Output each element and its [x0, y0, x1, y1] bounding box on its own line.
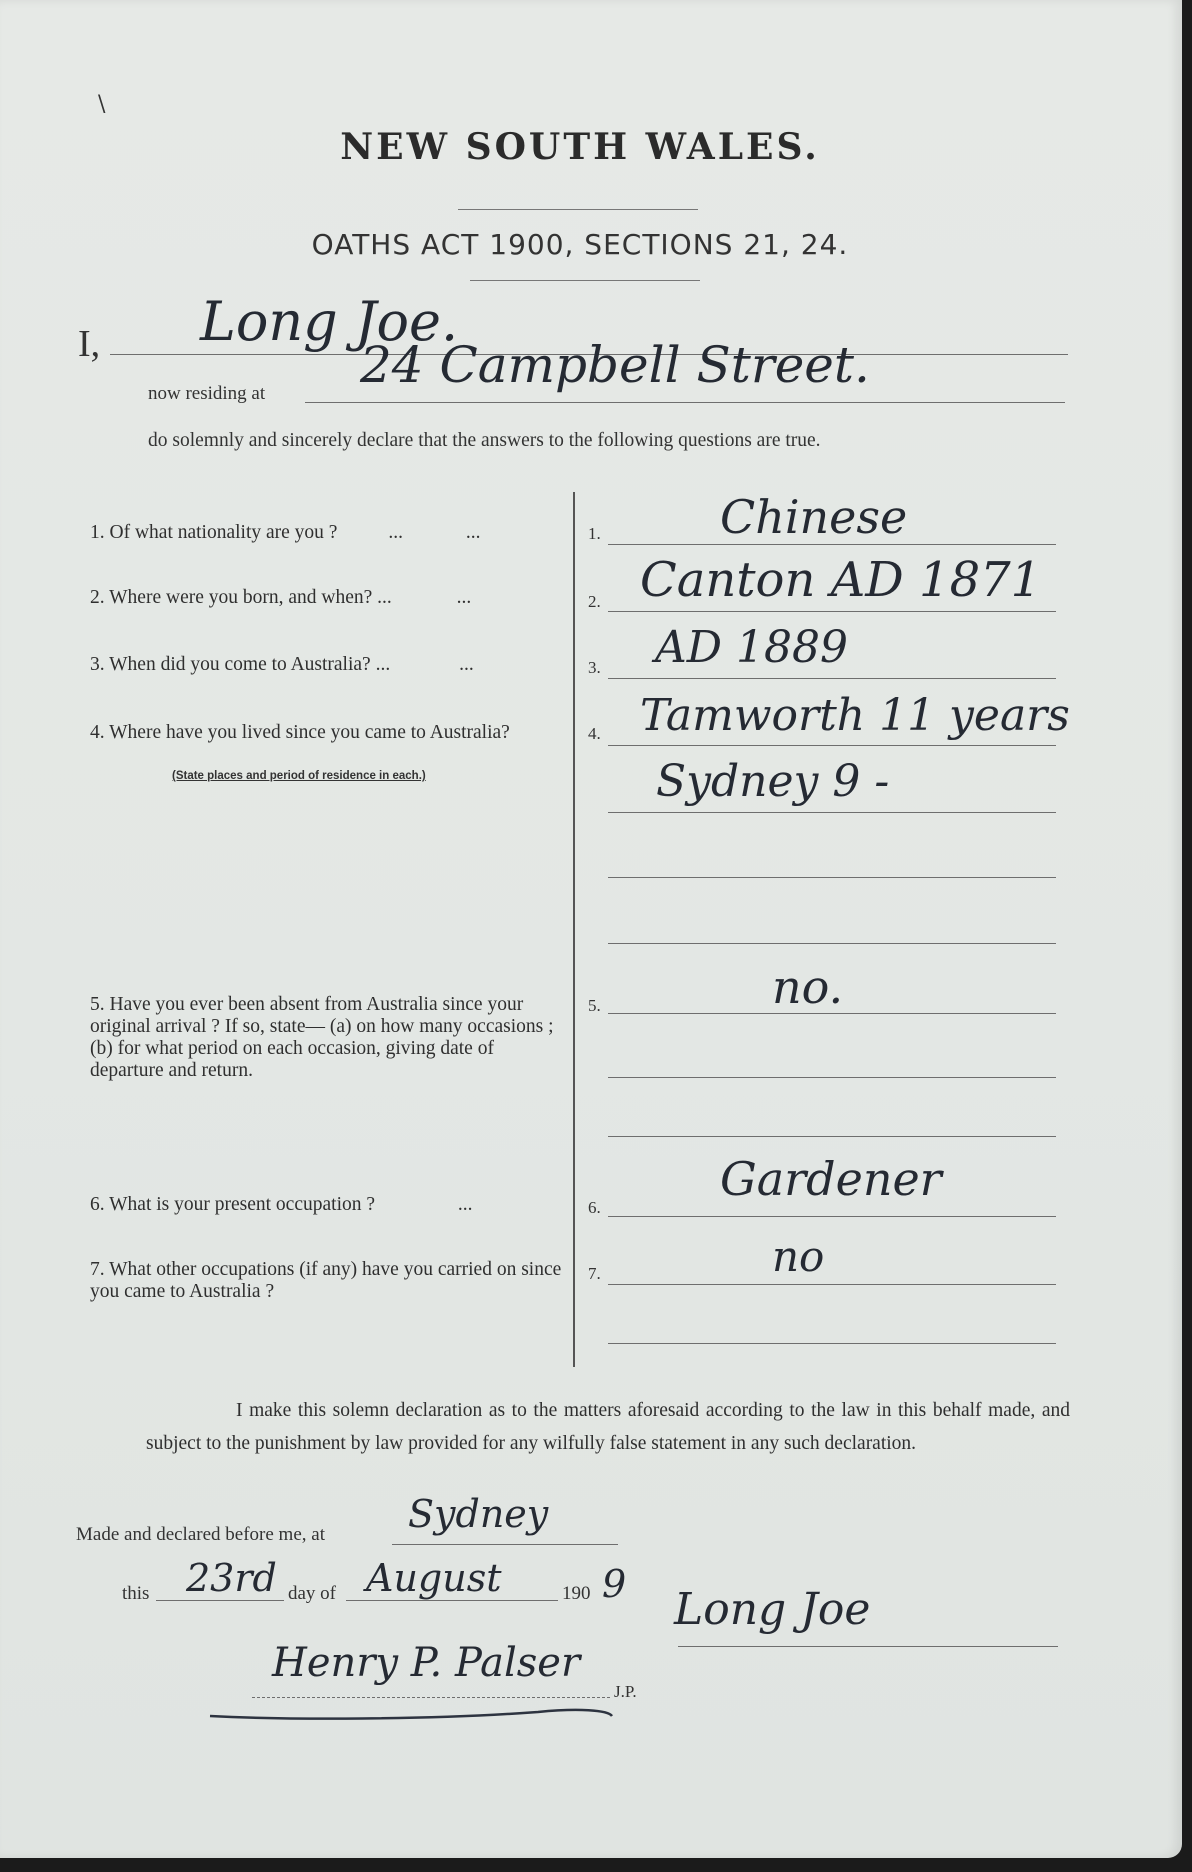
answer-3-number: 3. [588, 658, 601, 677]
question-6 [90, 1194, 473, 1216]
question-4-text: 4. Where have you lived since you came to Australia? [90, 722, 510, 743]
answer-4-line-a: Tamworth 11 years [640, 690, 1070, 741]
question-3-leader: ... [459, 654, 474, 675]
answer-2-line [608, 611, 1056, 612]
day-of-label: day of [288, 1583, 337, 1604]
answer-2-number: 2. [588, 592, 601, 611]
answer-6: Gardener [720, 1152, 942, 1206]
day-line [156, 1600, 284, 1601]
answer-4-line-3 [608, 877, 1056, 878]
act-reference: OATHS ACT 1900, SECTIONS 21, 24. [311, 228, 849, 261]
declarant-signature-line [678, 1646, 1058, 1647]
act-divider [470, 280, 700, 281]
answer-7-line-2 [608, 1343, 1056, 1344]
answer-5: no. [772, 960, 844, 1014]
answer-1: Chinese [720, 490, 908, 544]
question-7 [90, 1259, 564, 1303]
place-line [392, 1544, 618, 1545]
attestation-month: August [366, 1556, 502, 1600]
residence-address: 24 Campbell Street. [360, 336, 870, 394]
jp-flourish [208, 1702, 618, 1724]
answer-6-line [608, 1216, 1056, 1217]
form-heading: NEW SOUTH WALES. [340, 126, 820, 168]
question-4 [90, 722, 564, 744]
answer-2: Canton AD 1871 [640, 552, 1042, 608]
answer-3-line [608, 678, 1056, 679]
question-5 [90, 994, 564, 1082]
question-1-text: 1. Of what nationality are you ? [90, 522, 338, 543]
question-4-note: (State places and period of residence in each.) [172, 770, 426, 782]
answer-7-line-1 [608, 1284, 1056, 1285]
answer-4-number: 4. [588, 724, 601, 743]
question-3-text: 3. When did you come to Australia? ... [90, 654, 391, 675]
answer-4-line-1 [608, 745, 1056, 746]
question-6-text: 6. What is your present occupation ? [90, 1194, 376, 1215]
question-2 [90, 587, 471, 609]
question-1-leader-2: ... [465, 522, 481, 543]
column-divider [573, 492, 575, 1367]
month-line [346, 1600, 558, 1601]
question-2-text: 2. Where were you born, and when? ... [90, 587, 392, 608]
jp-signature-line [252, 1697, 610, 1698]
answer-6-number: 6. [588, 1198, 601, 1217]
question-5-text: 5. Have you ever been absent from Australia since your original arrival ? If so, state— (a) on how many occasions ; (b) for what period on each occasion, giving date of departure and return. [90, 994, 554, 1081]
declaration-text: I make this solemn declaration as to the matters aforesaid according to the law in this behalf made, and subject to the punishment by law provided for any wilfully false statement in any such declaration. [146, 1400, 1070, 1454]
question-1 [90, 522, 480, 544]
page-mark: \ [98, 92, 106, 117]
declarant-signature: Long Joe [674, 1584, 871, 1635]
answer-4-line-4 [608, 943, 1056, 944]
question-2-leader: ... [456, 587, 472, 608]
jp-title: J.P. [614, 1682, 637, 1701]
answer-5-line-3 [608, 1136, 1056, 1137]
heading-divider [458, 209, 698, 210]
this-label: this [122, 1583, 150, 1604]
year-suffix: 9 [602, 1562, 627, 1606]
declarant-prefix: I, [78, 323, 101, 365]
answer-4-line-2 [608, 812, 1056, 813]
answer-5-number: 5. [588, 996, 601, 1015]
question-6-leader: ... [457, 1194, 473, 1215]
question-1-leader: ... [388, 522, 403, 543]
question-3 [90, 654, 474, 676]
answer-1-number: 1. [588, 524, 601, 543]
made-declared-label: Made and declared before me, at [76, 1524, 325, 1545]
jp-signature: Henry P. Palser [272, 1640, 581, 1686]
declaration-intro: do solemnly and sincerely declare that the answers to the following questions are true. [148, 430, 821, 451]
answer-3: AD 1889 [655, 622, 849, 673]
question-7-text: 7. What other occupations (if any) have you carried on since you came to Australia ? [90, 1259, 562, 1302]
year-prefix: 190 [562, 1583, 591, 1604]
attestation-day: 23rd [186, 1556, 277, 1600]
residence-label: now residing at [148, 383, 266, 404]
declarant-name: Long Joe. [200, 290, 459, 353]
answer-5-line-2 [608, 1077, 1056, 1078]
answer-7-number: 7. [588, 1264, 601, 1283]
residence-line [305, 402, 1065, 403]
answer-4-line-b: Sydney 9 - [656, 756, 890, 807]
answer-1-line [608, 544, 1056, 545]
answer-7: no [772, 1232, 825, 1281]
attestation-place: Sydney [408, 1492, 549, 1536]
